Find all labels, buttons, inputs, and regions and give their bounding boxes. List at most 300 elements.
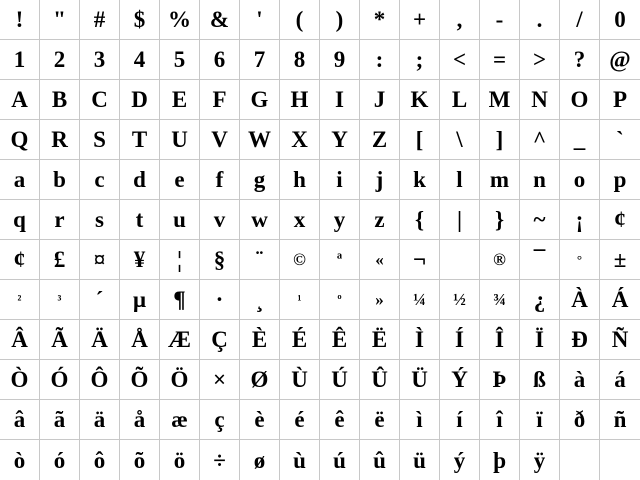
glyph-cell[interactable]: [120, 400, 160, 440]
glyph-character: K: [410, 87, 429, 112]
glyph-character: ã: [53, 407, 66, 432]
glyph-cell[interactable]: [240, 400, 280, 440]
glyph-cell[interactable]: [560, 40, 600, 80]
glyph-cell[interactable]: [200, 0, 240, 40]
glyph-character: `: [616, 127, 624, 152]
glyph-cell[interactable]: [400, 240, 440, 280]
glyph-cell[interactable]: [0, 360, 40, 400]
glyph-cell[interactable]: [200, 360, 240, 400]
glyph-cell[interactable]: [560, 240, 600, 280]
glyph-cell[interactable]: [600, 160, 640, 200]
glyph-cell[interactable]: [240, 160, 280, 200]
glyph-cell[interactable]: [320, 0, 360, 40]
glyph-cell[interactable]: [600, 240, 640, 280]
glyph-character: ~: [533, 207, 546, 232]
glyph-cell[interactable]: [40, 320, 80, 360]
glyph-cell[interactable]: [240, 280, 280, 320]
glyph-cell[interactable]: [160, 160, 200, 200]
glyph-cell[interactable]: [480, 240, 520, 280]
glyph-cell[interactable]: [240, 440, 280, 480]
glyph-cell[interactable]: [80, 320, 120, 360]
glyph-character: ç: [214, 407, 225, 432]
glyph-character: ×: [212, 367, 227, 392]
glyph-cell[interactable]: [0, 80, 40, 120]
glyph-character: è: [254, 407, 265, 432]
glyph-character: 3: [93, 47, 106, 72]
glyph-cell[interactable]: [0, 400, 40, 440]
glyph-character: Ô: [90, 367, 109, 392]
glyph-cell[interactable]: [0, 280, 40, 320]
glyph-cell[interactable]: [240, 0, 280, 40]
glyph-cell[interactable]: [80, 360, 120, 400]
glyph-cell[interactable]: [520, 400, 560, 440]
glyph-character: <: [452, 47, 467, 72]
glyph-character: ½: [453, 290, 466, 309]
glyph-cell[interactable]: [280, 360, 320, 400]
glyph-cell[interactable]: [320, 120, 360, 160]
glyph-character: ?: [573, 47, 586, 72]
glyph-cell[interactable]: [40, 80, 80, 120]
glyph-cell[interactable]: [0, 0, 40, 40]
glyph-cell[interactable]: [40, 120, 80, 160]
glyph-character: >: [532, 47, 547, 72]
glyph-cell[interactable]: [200, 240, 240, 280]
glyph-cell[interactable]: [160, 40, 200, 80]
glyph-cell[interactable]: [40, 280, 80, 320]
glyph-cell[interactable]: [320, 80, 360, 120]
glyph-cell[interactable]: [480, 360, 520, 400]
glyph-cell[interactable]: [600, 0, 640, 40]
glyph-cell[interactable]: [40, 0, 80, 40]
glyph-cell[interactable]: [40, 240, 80, 280]
glyph-character: i: [336, 167, 343, 192]
glyph-cell[interactable]: [360, 400, 400, 440]
glyph-cell[interactable]: [160, 360, 200, 400]
glyph-cell[interactable]: [280, 0, 320, 40]
glyph-cell[interactable]: [320, 160, 360, 200]
glyph-character: û: [373, 447, 386, 473]
glyph-character: k: [413, 167, 426, 192]
glyph-cell[interactable]: [480, 80, 520, 120]
glyph-cell[interactable]: [40, 160, 80, 200]
glyph-cell[interactable]: [120, 440, 160, 480]
glyph-cell[interactable]: [160, 400, 200, 440]
glyph-character: Ø: [250, 367, 269, 392]
glyph-character: ¤: [93, 247, 106, 272]
glyph-cell[interactable]: [520, 360, 560, 400]
glyph-cell[interactable]: [360, 0, 400, 40]
glyph-cell[interactable]: [0, 160, 40, 200]
glyph-character: -: [495, 7, 504, 32]
glyph-cell[interactable]: [320, 200, 360, 240]
glyph-character: ±: [613, 247, 627, 272]
glyph-cell[interactable]: [280, 200, 320, 240]
glyph-character: 1: [13, 47, 26, 72]
glyph-character: ê: [334, 407, 345, 432]
glyph-character: o: [573, 167, 586, 192]
glyph-cell[interactable]: [120, 240, 160, 280]
glyph-character: ¬: [412, 247, 427, 272]
glyph-cell[interactable]: [600, 320, 640, 360]
glyph-cell[interactable]: [440, 320, 480, 360]
glyph-character: l: [456, 167, 463, 192]
glyph-cell[interactable]: [320, 360, 360, 400]
glyph-character: º: [337, 292, 342, 307]
glyph-character: ^: [532, 127, 547, 152]
glyph-cell[interactable]: [80, 120, 120, 160]
glyph-cell[interactable]: [600, 440, 640, 480]
glyph-cell[interactable]: [160, 200, 200, 240]
glyph-cell[interactable]: [200, 400, 240, 440]
glyph-cell[interactable]: [320, 280, 360, 320]
glyph-cell[interactable]: [280, 120, 320, 160]
glyph-character: ': [256, 7, 263, 32]
glyph-cell[interactable]: [160, 120, 200, 160]
glyph-character: w: [251, 207, 268, 232]
glyph-character: Î: [495, 327, 504, 352]
glyph-character: F: [212, 87, 227, 112]
glyph-character: Õ: [130, 367, 149, 392]
glyph-character: ª: [336, 250, 343, 269]
glyph-cell[interactable]: [0, 200, 40, 240]
glyph-character: Æ: [168, 327, 191, 352]
glyph-cell[interactable]: [120, 0, 160, 40]
glyph-cell[interactable]: [200, 200, 240, 240]
glyph-cell[interactable]: [80, 400, 120, 440]
glyph-cell[interactable]: [280, 320, 320, 360]
glyph-cell[interactable]: [560, 80, 600, 120]
glyph-cell[interactable]: [80, 160, 120, 200]
glyph-cell[interactable]: [400, 280, 440, 320]
glyph-cell[interactable]: [520, 40, 560, 80]
glyph-character: Á: [611, 287, 629, 312]
glyph-cell[interactable]: [160, 320, 200, 360]
glyph-cell[interactable]: [560, 360, 600, 400]
glyph-cell[interactable]: [240, 120, 280, 160]
glyph-cell[interactable]: [320, 320, 360, 360]
glyph-cell[interactable]: [80, 200, 120, 240]
glyph-cell[interactable]: [560, 160, 600, 200]
glyph-cell[interactable]: [200, 280, 240, 320]
glyph-cell[interactable]: [480, 120, 520, 160]
glyph-cell[interactable]: [480, 280, 520, 320]
glyph-cell[interactable]: [600, 80, 640, 120]
glyph-cell[interactable]: [0, 120, 40, 160]
glyph-cell[interactable]: [400, 120, 440, 160]
glyph-cell[interactable]: [440, 0, 480, 40]
glyph-cell[interactable]: [440, 240, 480, 280]
glyph-character: S: [93, 127, 106, 152]
glyph-cell[interactable]: [560, 120, 600, 160]
glyph-cell[interactable]: [160, 80, 200, 120]
glyph-cell[interactable]: [280, 280, 320, 320]
glyph-cell[interactable]: [0, 440, 40, 480]
glyph-cell[interactable]: [360, 280, 400, 320]
glyph-cell[interactable]: [40, 400, 80, 440]
glyph-character: g: [253, 167, 266, 192]
glyph-character: ë: [374, 407, 385, 432]
glyph-character: å: [133, 407, 146, 432]
glyph-character: /: [576, 7, 583, 32]
glyph-cell[interactable]: [400, 0, 440, 40]
glyph-character: }: [494, 207, 505, 232]
glyph-cell[interactable]: [0, 40, 40, 80]
glyph-cell[interactable]: [80, 440, 120, 480]
glyph-character: Ä: [91, 327, 108, 352]
glyph-character: [: [415, 127, 424, 152]
glyph-cell[interactable]: [400, 40, 440, 80]
glyph-character: ¯: [533, 247, 546, 272]
glyph-cell[interactable]: [560, 320, 600, 360]
glyph-character: 8: [293, 47, 306, 72]
glyph-character: ò: [13, 447, 26, 473]
glyph-cell[interactable]: [560, 400, 600, 440]
glyph-cell[interactable]: [200, 120, 240, 160]
glyph-cell[interactable]: [360, 40, 400, 80]
glyph-character: ¼: [413, 290, 426, 309]
glyph-cell[interactable]: [520, 200, 560, 240]
glyph-cell[interactable]: [400, 400, 440, 440]
glyph-cell[interactable]: [400, 360, 440, 400]
glyph-cell[interactable]: [200, 40, 240, 80]
glyph-character: v: [213, 207, 226, 232]
glyph-cell[interactable]: [600, 120, 640, 160]
glyph-cell[interactable]: [0, 240, 40, 280]
glyph-cell[interactable]: [80, 40, 120, 80]
glyph-cell[interactable]: [520, 440, 560, 480]
glyph-cell[interactable]: [600, 360, 640, 400]
glyph-character: 4: [133, 47, 146, 72]
glyph-cell[interactable]: [80, 0, 120, 40]
glyph-character: æ: [171, 407, 188, 432]
glyph-cell[interactable]: [120, 360, 160, 400]
glyph-cell[interactable]: [600, 280, 640, 320]
glyph-cell[interactable]: [320, 240, 360, 280]
glyph-cell[interactable]: [480, 160, 520, 200]
glyph-cell[interactable]: [200, 80, 240, 120]
glyph-cell[interactable]: [120, 160, 160, 200]
glyph-cell[interactable]: [120, 200, 160, 240]
glyph-character: ¡: [575, 207, 584, 232]
glyph-character: A: [11, 87, 28, 112]
glyph-cell[interactable]: [480, 400, 520, 440]
glyph-character: d: [133, 167, 146, 192]
glyph-cell[interactable]: [160, 0, 200, 40]
glyph-character: &: [209, 7, 230, 32]
glyph-cell[interactable]: [520, 80, 560, 120]
glyph-cell[interactable]: [280, 40, 320, 80]
glyph-cell[interactable]: [40, 360, 80, 400]
glyph-character: Q: [10, 127, 29, 152]
glyph-cell[interactable]: [600, 200, 640, 240]
glyph-cell[interactable]: [440, 280, 480, 320]
glyph-character: î: [496, 407, 503, 432]
glyph-character: a: [13, 167, 26, 192]
glyph-character: ¦: [176, 247, 183, 272]
glyph-cell[interactable]: [520, 280, 560, 320]
glyph-character: ": [53, 7, 66, 32]
glyph-cell[interactable]: [40, 200, 80, 240]
glyph-cell[interactable]: [120, 320, 160, 360]
glyph-character: :: [375, 47, 384, 72]
glyph-cell[interactable]: [200, 160, 240, 200]
glyph-cell[interactable]: [400, 160, 440, 200]
glyph-cell[interactable]: [40, 40, 80, 80]
glyph-character: 6: [213, 47, 226, 72]
glyph-cell[interactable]: [80, 80, 120, 120]
glyph-cell[interactable]: [560, 200, 600, 240]
glyph-cell[interactable]: [360, 200, 400, 240]
glyph-cell[interactable]: [360, 360, 400, 400]
glyph-character: ¢: [614, 207, 626, 232]
glyph-character: Ý: [451, 367, 468, 392]
glyph-cell[interactable]: [40, 440, 80, 480]
glyph-cell[interactable]: [560, 0, 600, 40]
glyph-cell[interactable]: [240, 80, 280, 120]
glyph-character: ÿ: [533, 447, 546, 473]
glyph-character: h: [293, 167, 306, 192]
glyph-cell[interactable]: [120, 120, 160, 160]
glyph-character: M: [488, 87, 511, 112]
glyph-cell[interactable]: [80, 240, 120, 280]
glyph-cell[interactable]: [440, 160, 480, 200]
glyph-cell[interactable]: [520, 320, 560, 360]
glyph-cell[interactable]: [440, 200, 480, 240]
glyph-cell[interactable]: [440, 400, 480, 440]
glyph-cell[interactable]: [480, 0, 520, 40]
glyph-character: y: [333, 207, 346, 232]
glyph-cell[interactable]: [240, 40, 280, 80]
glyph-cell[interactable]: [160, 240, 200, 280]
glyph-cell[interactable]: [480, 320, 520, 360]
glyph-cell[interactable]: [440, 440, 480, 480]
glyph-character: ù: [293, 447, 306, 473]
glyph-character: ñ: [613, 407, 627, 432]
glyph-cell[interactable]: [440, 120, 480, 160]
glyph-character: ó: [53, 447, 66, 473]
glyph-character: n: [533, 167, 546, 192]
glyph-character: (: [295, 7, 304, 32]
glyph-cell[interactable]: [320, 40, 360, 80]
glyph-cell[interactable]: [320, 400, 360, 440]
glyph-cell[interactable]: [280, 440, 320, 480]
glyph-cell[interactable]: [240, 320, 280, 360]
glyph-cell[interactable]: [600, 40, 640, 80]
glyph-cell[interactable]: [280, 400, 320, 440]
glyph-character: q: [13, 207, 26, 232]
glyph-cell[interactable]: [360, 440, 400, 480]
glyph-character: £: [53, 247, 66, 272]
glyph-cell[interactable]: [400, 440, 440, 480]
glyph-character: ï: [536, 407, 543, 432]
glyph-character: P: [612, 87, 628, 112]
glyph-character: »: [375, 290, 384, 309]
glyph-character: s: [95, 207, 104, 232]
glyph-cell[interactable]: [440, 40, 480, 80]
glyph-cell[interactable]: [560, 440, 600, 480]
glyph-cell[interactable]: [320, 440, 360, 480]
glyph-cell[interactable]: [440, 80, 480, 120]
glyph-cell[interactable]: [560, 280, 600, 320]
glyph-character: ¶: [173, 287, 186, 312]
glyph-character: f: [215, 167, 224, 192]
glyph-cell[interactable]: [80, 280, 120, 320]
glyph-cell[interactable]: [400, 200, 440, 240]
glyph-cell[interactable]: [0, 320, 40, 360]
glyph-cell[interactable]: [280, 160, 320, 200]
glyph-character: ©: [293, 250, 306, 269]
glyph-cell[interactable]: [520, 120, 560, 160]
glyph-cell[interactable]: [240, 360, 280, 400]
glyph-character: À: [571, 287, 588, 312]
glyph-cell[interactable]: [520, 240, 560, 280]
glyph-cell[interactable]: [400, 80, 440, 120]
glyph-character: j: [375, 167, 384, 192]
glyph-cell[interactable]: [480, 200, 520, 240]
glyph-cell[interactable]: [520, 160, 560, 200]
glyph-cell[interactable]: [360, 240, 400, 280]
glyph-character: Ì: [415, 327, 424, 352]
glyph-character: 5: [173, 47, 186, 72]
glyph-character: µ: [132, 287, 147, 312]
glyph-cell[interactable]: [400, 320, 440, 360]
glyph-character: ]: [495, 127, 504, 152]
glyph-cell[interactable]: [440, 360, 480, 400]
glyph-cell[interactable]: [360, 320, 400, 360]
glyph-cell[interactable]: [360, 120, 400, 160]
glyph-character: E: [171, 87, 188, 112]
glyph-cell[interactable]: [160, 440, 200, 480]
glyph-cell[interactable]: [120, 280, 160, 320]
glyph-cell[interactable]: [360, 80, 400, 120]
glyph-character: Í: [455, 327, 464, 352]
glyph-character: ¾: [493, 290, 506, 309]
glyph-character: O: [570, 87, 589, 112]
glyph-cell[interactable]: [120, 80, 160, 120]
glyph-character: I: [335, 87, 344, 112]
glyph-character: ô: [93, 447, 106, 473]
glyph-cell[interactable]: [240, 240, 280, 280]
glyph-character: é: [294, 407, 305, 432]
glyph-character: 2: [53, 47, 66, 72]
glyph-cell[interactable]: [520, 0, 560, 40]
glyph-character: ÷: [213, 447, 226, 473]
glyph-character: É: [291, 327, 308, 352]
glyph-cell[interactable]: [200, 440, 240, 480]
glyph-character: *: [373, 7, 386, 32]
glyph-cell[interactable]: [480, 40, 520, 80]
glyph-character: x: [293, 207, 306, 232]
glyph-cell[interactable]: [480, 440, 520, 480]
glyph-cell[interactable]: [600, 400, 640, 440]
glyph-cell[interactable]: [160, 280, 200, 320]
glyph-cell[interactable]: [280, 240, 320, 280]
glyph-character: Ç: [211, 327, 228, 352]
glyph-character: ,: [456, 7, 463, 32]
glyph-character: ¹: [297, 292, 302, 307]
glyph-cell[interactable]: [120, 40, 160, 80]
glyph-cell[interactable]: [360, 160, 400, 200]
glyph-character: ¿: [533, 287, 546, 312]
glyph-character: ý: [453, 447, 466, 473]
glyph-character: Ã: [51, 327, 68, 352]
glyph-cell[interactable]: [280, 80, 320, 120]
glyph-character: È: [251, 327, 268, 352]
glyph-character: Ê: [331, 327, 348, 352]
glyph-cell[interactable]: [240, 200, 280, 240]
glyph-cell[interactable]: [200, 320, 240, 360]
glyph-character: Y: [331, 127, 348, 152]
